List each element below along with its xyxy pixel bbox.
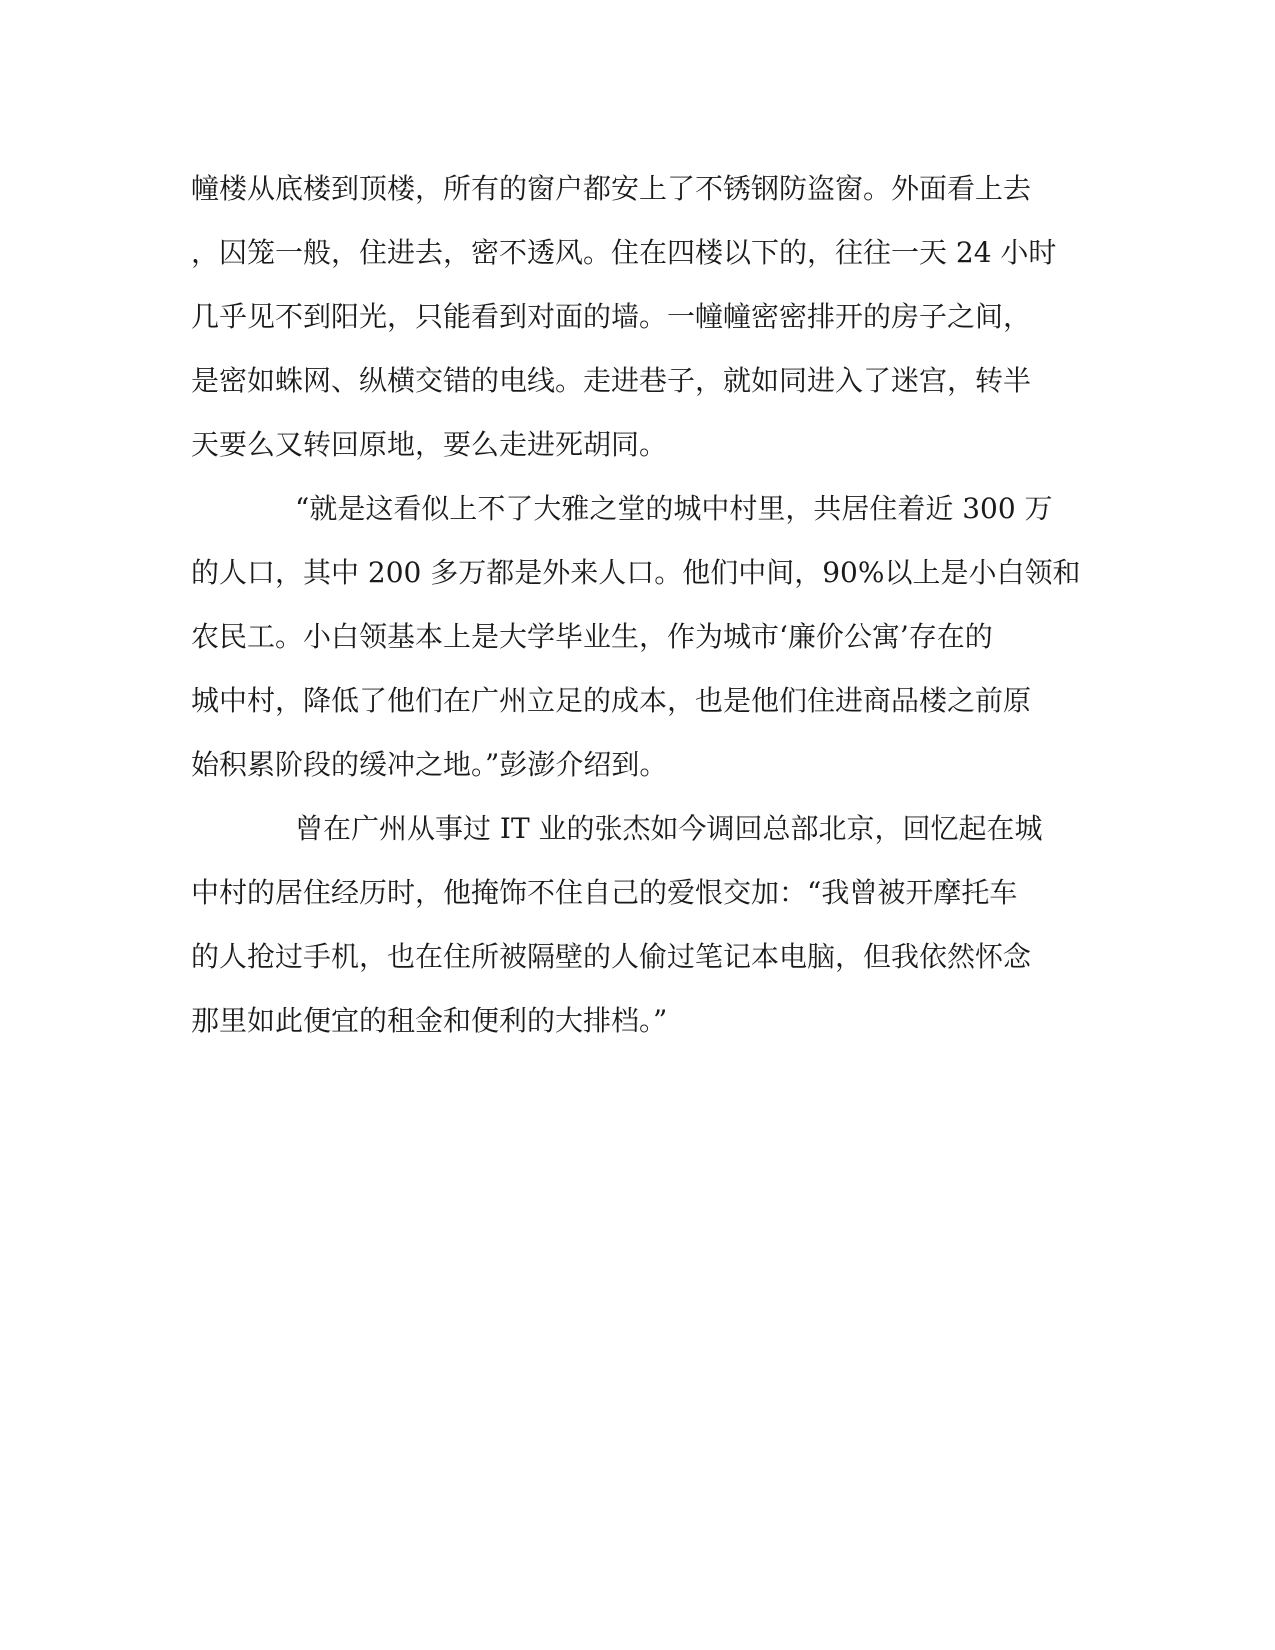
text-line: 农民工。小白领基本上是大学毕业生，作为城市‘廉价公寓’存在的 [191,620,993,653]
text-line: 是密如蛛网、纵横交错的电线。走进巷子，就如同进入了迷宫，转半 [191,364,1032,397]
text-line: 幢楼从底楼到顶楼，所有的窗户都安上了不锈钢防盗窗。外面看上去 [191,172,1032,205]
text-line: 城中村，降低了他们在广州立足的成本，也是他们住进商品楼之前原 [191,684,1032,717]
text-line: 的人口，其中 200 多万都是外来人口。他们中间，90%以上是小白领和 [191,556,1081,589]
paragraph-3 [191,797,1091,1053]
paragraph-2 [191,477,1091,797]
text-line: 中村的居住经历时，他掩饰不住自己的爱恨交加：“我曾被开摩托车 [191,876,1018,909]
text-line: 几乎见不到阳光，只能看到对面的墙。一幢幢密密排开的房子之间， [191,300,1032,333]
text-line: 曾在广州从事过 IT 业的张杰如今调回总部北京，回忆起在城 [295,812,1043,845]
text-line: ，囚笼一般，住进去，密不透风。住在四楼以下的，往往一天 24 小时 [191,236,1057,269]
paragraph-1 [191,157,1091,477]
text-line: 天要么又转回原地，要么走进死胡同。 [191,428,668,461]
text-line: 的人抢过手机，也在住所被隔壁的人偷过笔记本电脑，但我依然怀念 [191,940,1032,973]
text-line: 始积累阶段的缓冲之地。”彭澎介绍到。 [191,748,668,781]
text-line: “就是这看似上不了大雅之堂的城中村里，共居住着近 300 万 [295,492,1053,525]
body-text [191,157,1091,1053]
text-line: 那里如此便宜的租金和便利的大排档。” [191,1004,668,1037]
